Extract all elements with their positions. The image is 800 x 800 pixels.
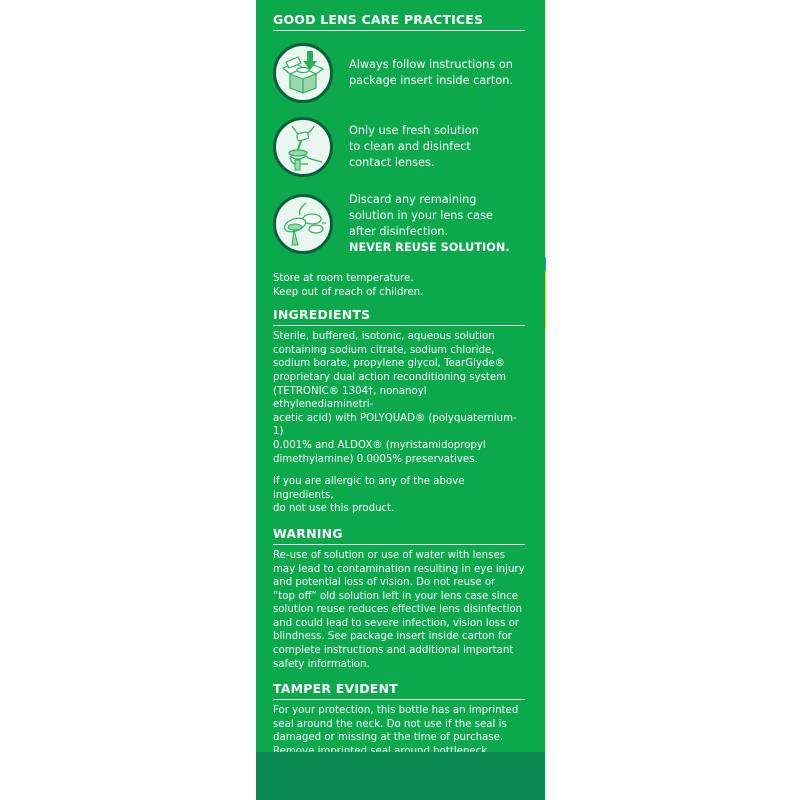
storage-instructions: Store at room temperature. Keep out of reach of children.: [273, 273, 424, 298]
box-with-down-arrow-icon: [273, 43, 333, 103]
panel-content: [273, 12, 525, 772]
pouring-solution-icon: [273, 117, 333, 177]
practice-item-follow-instructions: [273, 36, 525, 110]
section-title-lens-care: GOOD LENS CARE PRACTICES: [273, 12, 525, 31]
warning-text: Re-use of solution or use of water with lenses may lead to contamination resulting in eye injury and potential loss of vision. Do not reuse or “top off” old solution left in your lens case since solution reuse reduces effective lens disinfection and could lead to severe infection, vision loss or blindness. See package insert inside carton for complete instructions and additional important safety information.: [273, 549, 525, 670]
panel-bottom-band: [256, 752, 545, 800]
ingredients-text: Sterile, buffered, isotonic, aqueous solution containing sodium citrate, sodium chloride, sodium borate, propylene glycol, TearGlyde® proprietary dual action reconditioning system (TETRONIC® 1304†, nonanoyl ethylenediaminetri- acetic acid) with POLYQUAD® (polyquaternium-1) 0.001% and ALDOX® (myristamidopropyl dimethylamine) 0.0005% preservatives.: [273, 331, 517, 465]
section-title-tamper-evident: TAMPER EVIDENT: [273, 681, 525, 700]
packaging-side-panel: [256, 0, 545, 800]
tamper-evident-text: For your protection, this bottle has an imprinted seal around the neck. Do not use if the seal is damaged or missing at the time of purchase.: [273, 705, 519, 744]
allergy-notice: If you are allergic to any of the above ingredients, do not use this product.: [273, 476, 465, 515]
discard-lens-case-icon: [273, 194, 333, 254]
section-title-warning: WARNING: [273, 526, 525, 545]
section-title-ingredients: INGREDIENTS: [273, 307, 525, 326]
practice-item-discard-solution: [273, 184, 525, 264]
panel-edge-shadow: [545, 0, 548, 800]
practice-text: Always follow instructions on package insert inside carton.: [349, 58, 513, 87]
never-reuse-emphasis: NEVER REUSE SOLUTION.: [349, 241, 510, 254]
practice-text: Only use fresh solution to clean and disinfect contact lenses.: [349, 124, 479, 169]
practice-text: Discard any remaining solution in your lens case after disinfection. NEVER REUSE SOLUTION.: [349, 193, 510, 254]
practice-item-fresh-solution: [273, 110, 525, 184]
